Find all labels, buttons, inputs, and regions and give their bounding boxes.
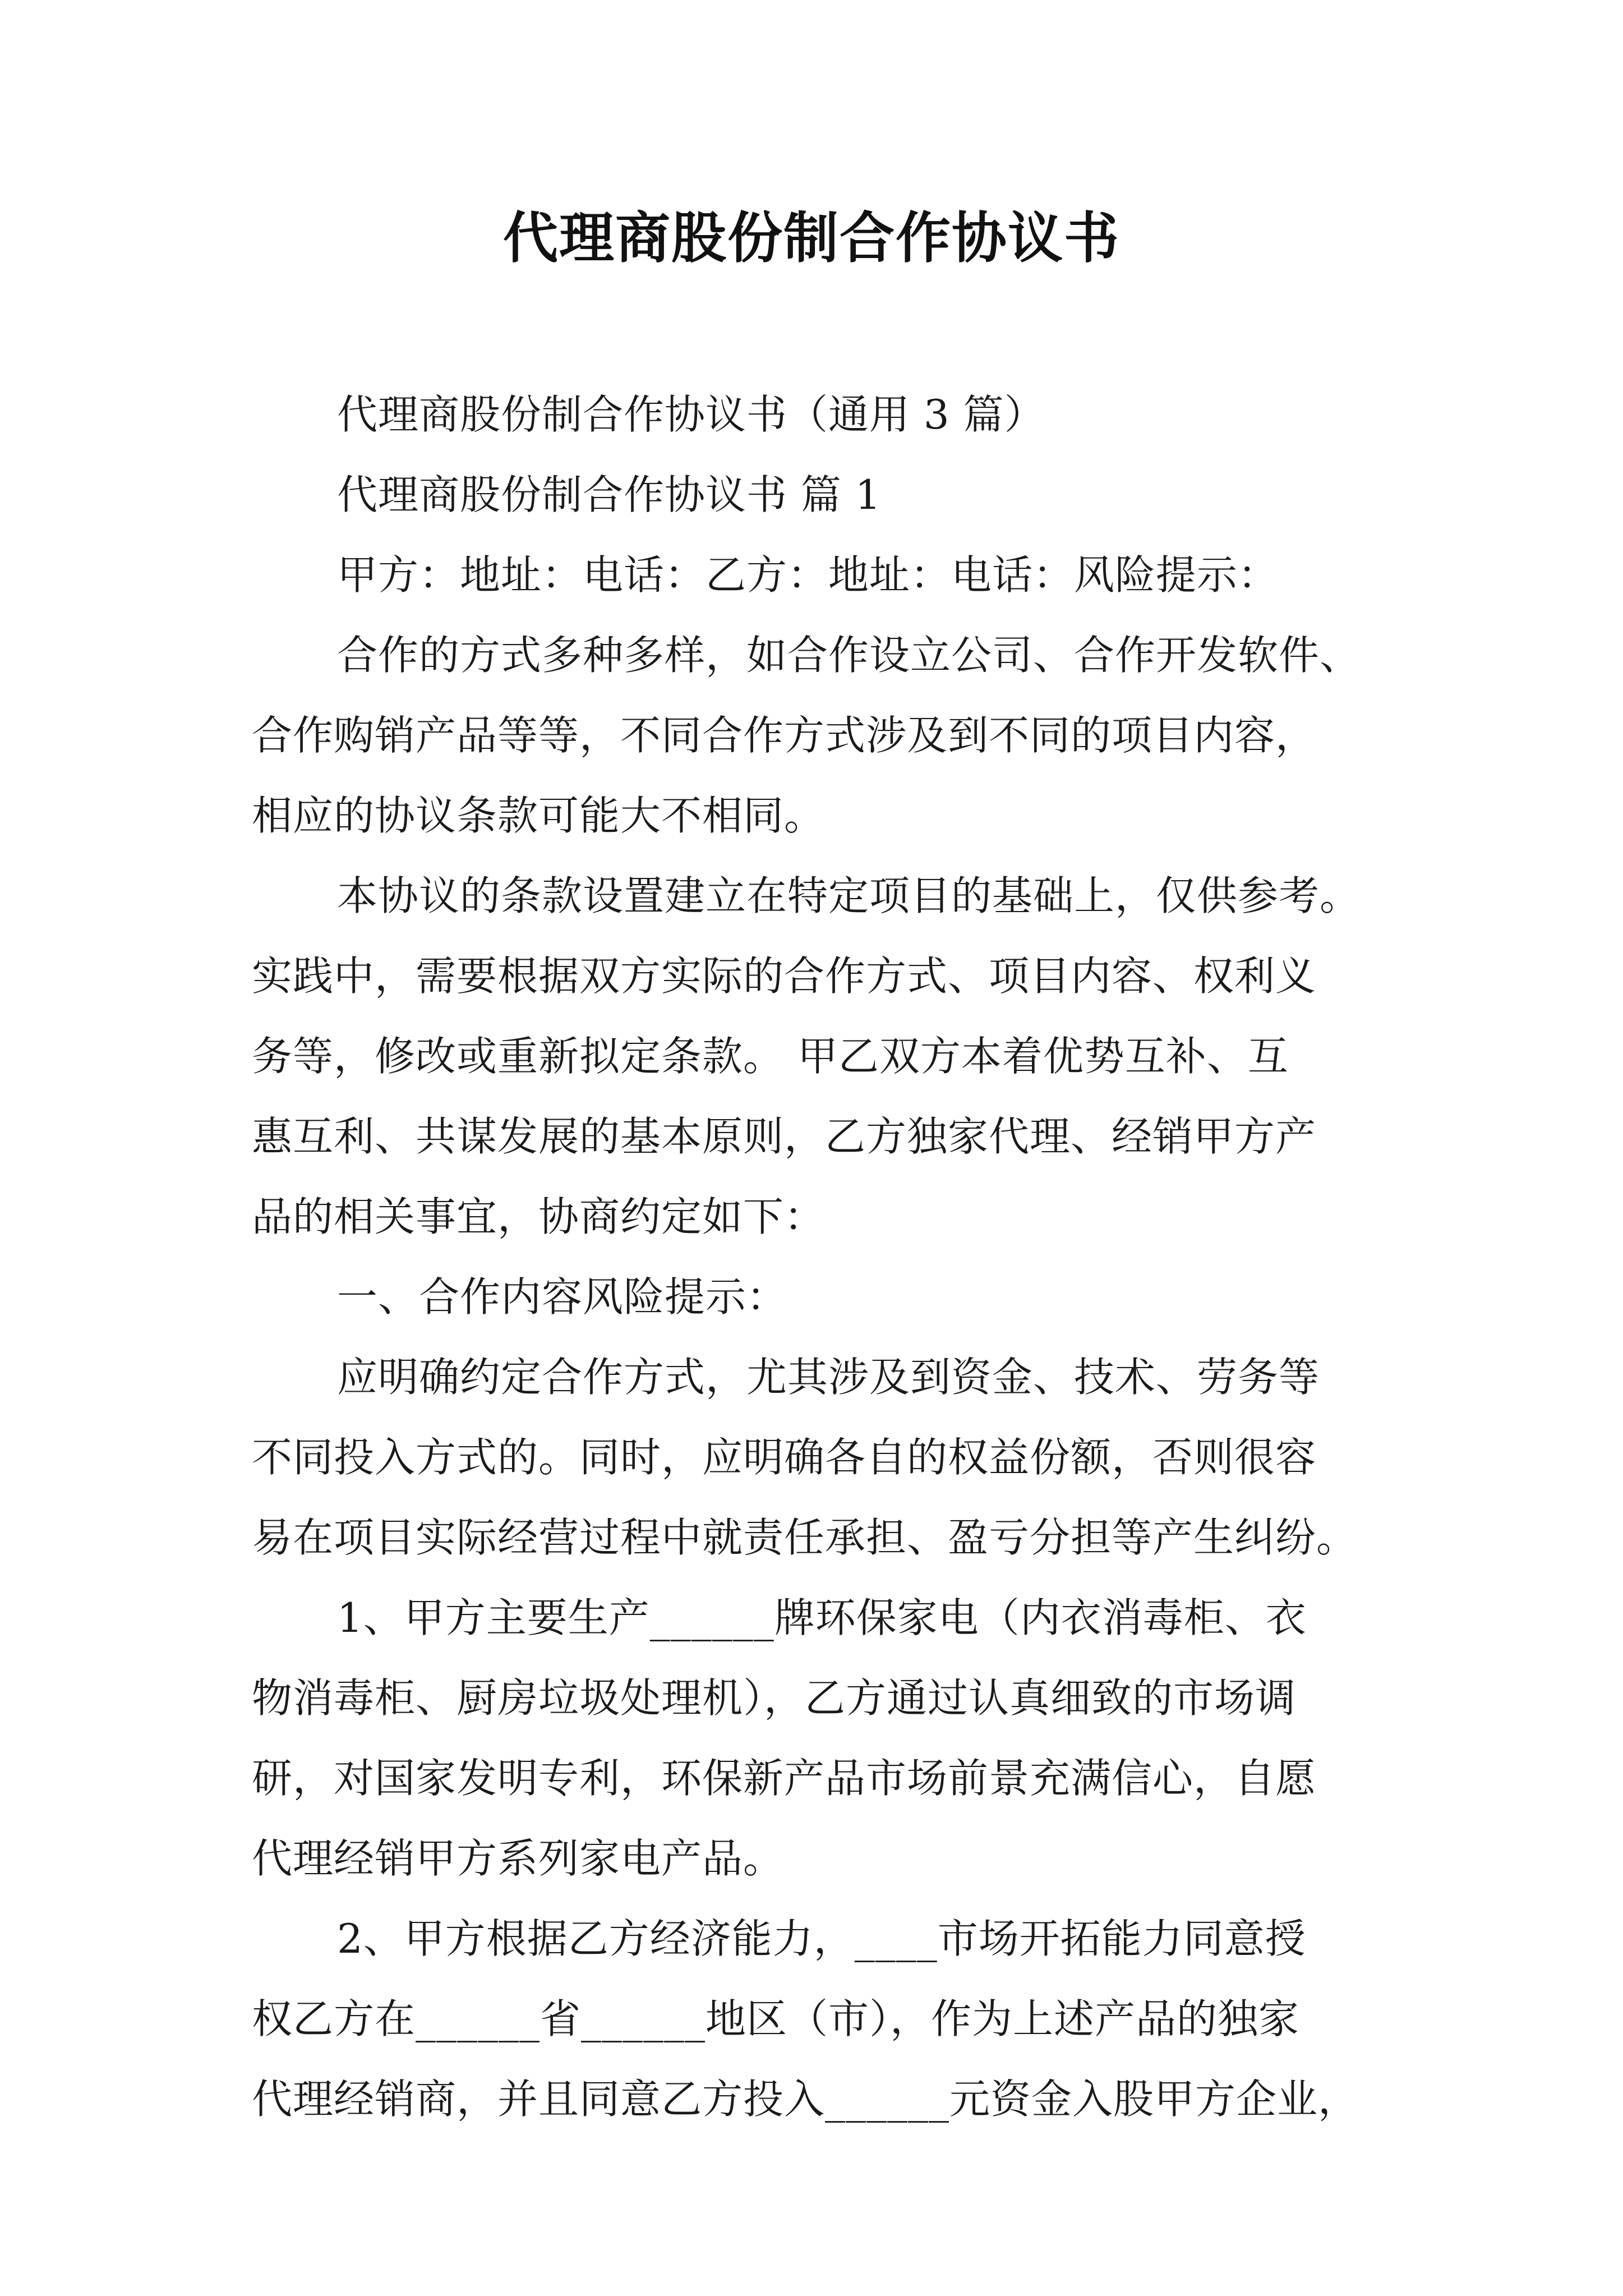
text-line: 代理经销商，并且同意乙方投入______元资金入股甲方企业， (252, 2076, 1359, 2123)
document-title: 代理商股份制合作协议书 (502, 206, 1120, 270)
text-line: 代理商股份制合作协议书（通用 3 篇） (337, 391, 1045, 438)
text-line: 务等，修改或重新拟定条款。 甲乙双方本着优势互补、互 (252, 1033, 1289, 1080)
text-line: 甲方：地址：电话：乙方：地址：电话：风险提示： (337, 551, 1279, 599)
text-line: 品的相关事宜，协商约定如下： (252, 1193, 826, 1240)
text-line: 2、甲方根据乙方经济能力，____市场开拓能力同意授 (337, 1915, 1306, 1962)
text-line: 合作的方式多种多样，如合作设立公司、合作开发软件、 (337, 632, 1361, 679)
text-line: 不同投入方式的。同时，应明确各自的权益份额，否则很容 (252, 1434, 1317, 1481)
text-line: 本协议的条款设置建立在特定项目的基础上，仅供参考。 (337, 872, 1361, 919)
text-line: 惠互利、共谋发展的基本原则，乙方独家代理、经销甲方产 (252, 1113, 1317, 1160)
text-line: 合作购销产品等等，不同合作方式涉及到不同的项目内容， (252, 712, 1317, 759)
text-line: 1、甲方主要生产______牌环保家电（内衣消毒柜、衣 (337, 1594, 1307, 1641)
text-line: 易在项目实际经营过程中就责任承担、盈亏分担等产生纠纷。 (252, 1514, 1358, 1561)
text-line: 实践中，需要根据双方实际的合作方式、项目内容、权利义 (252, 953, 1317, 1000)
document-body (252, 375, 1385, 2139)
text-line: 权乙方在______省______地区（市），作为上述产品的独家 (252, 1995, 1300, 2042)
text-line: 应明确约定合作方式，尤其涉及到资金、技术、劳务等 (337, 1354, 1320, 1401)
text-line: 相应的协议条款可能大不相同。 (252, 792, 826, 839)
text-line: 代理经销甲方系列家电产品。 (252, 1835, 785, 1882)
text-line: 物消毒柜、厨房垃圾处理机），乙方通过认真细致的市场调 (252, 1674, 1297, 1722)
text-line: 代理商股份制合作协议书 篇 1 (337, 471, 882, 518)
text-line: 一、合作内容风险提示： (337, 1273, 788, 1320)
text-line: 研，对国家发明专利，环保新产品市场前景充满信心，自愿 (252, 1755, 1317, 1802)
